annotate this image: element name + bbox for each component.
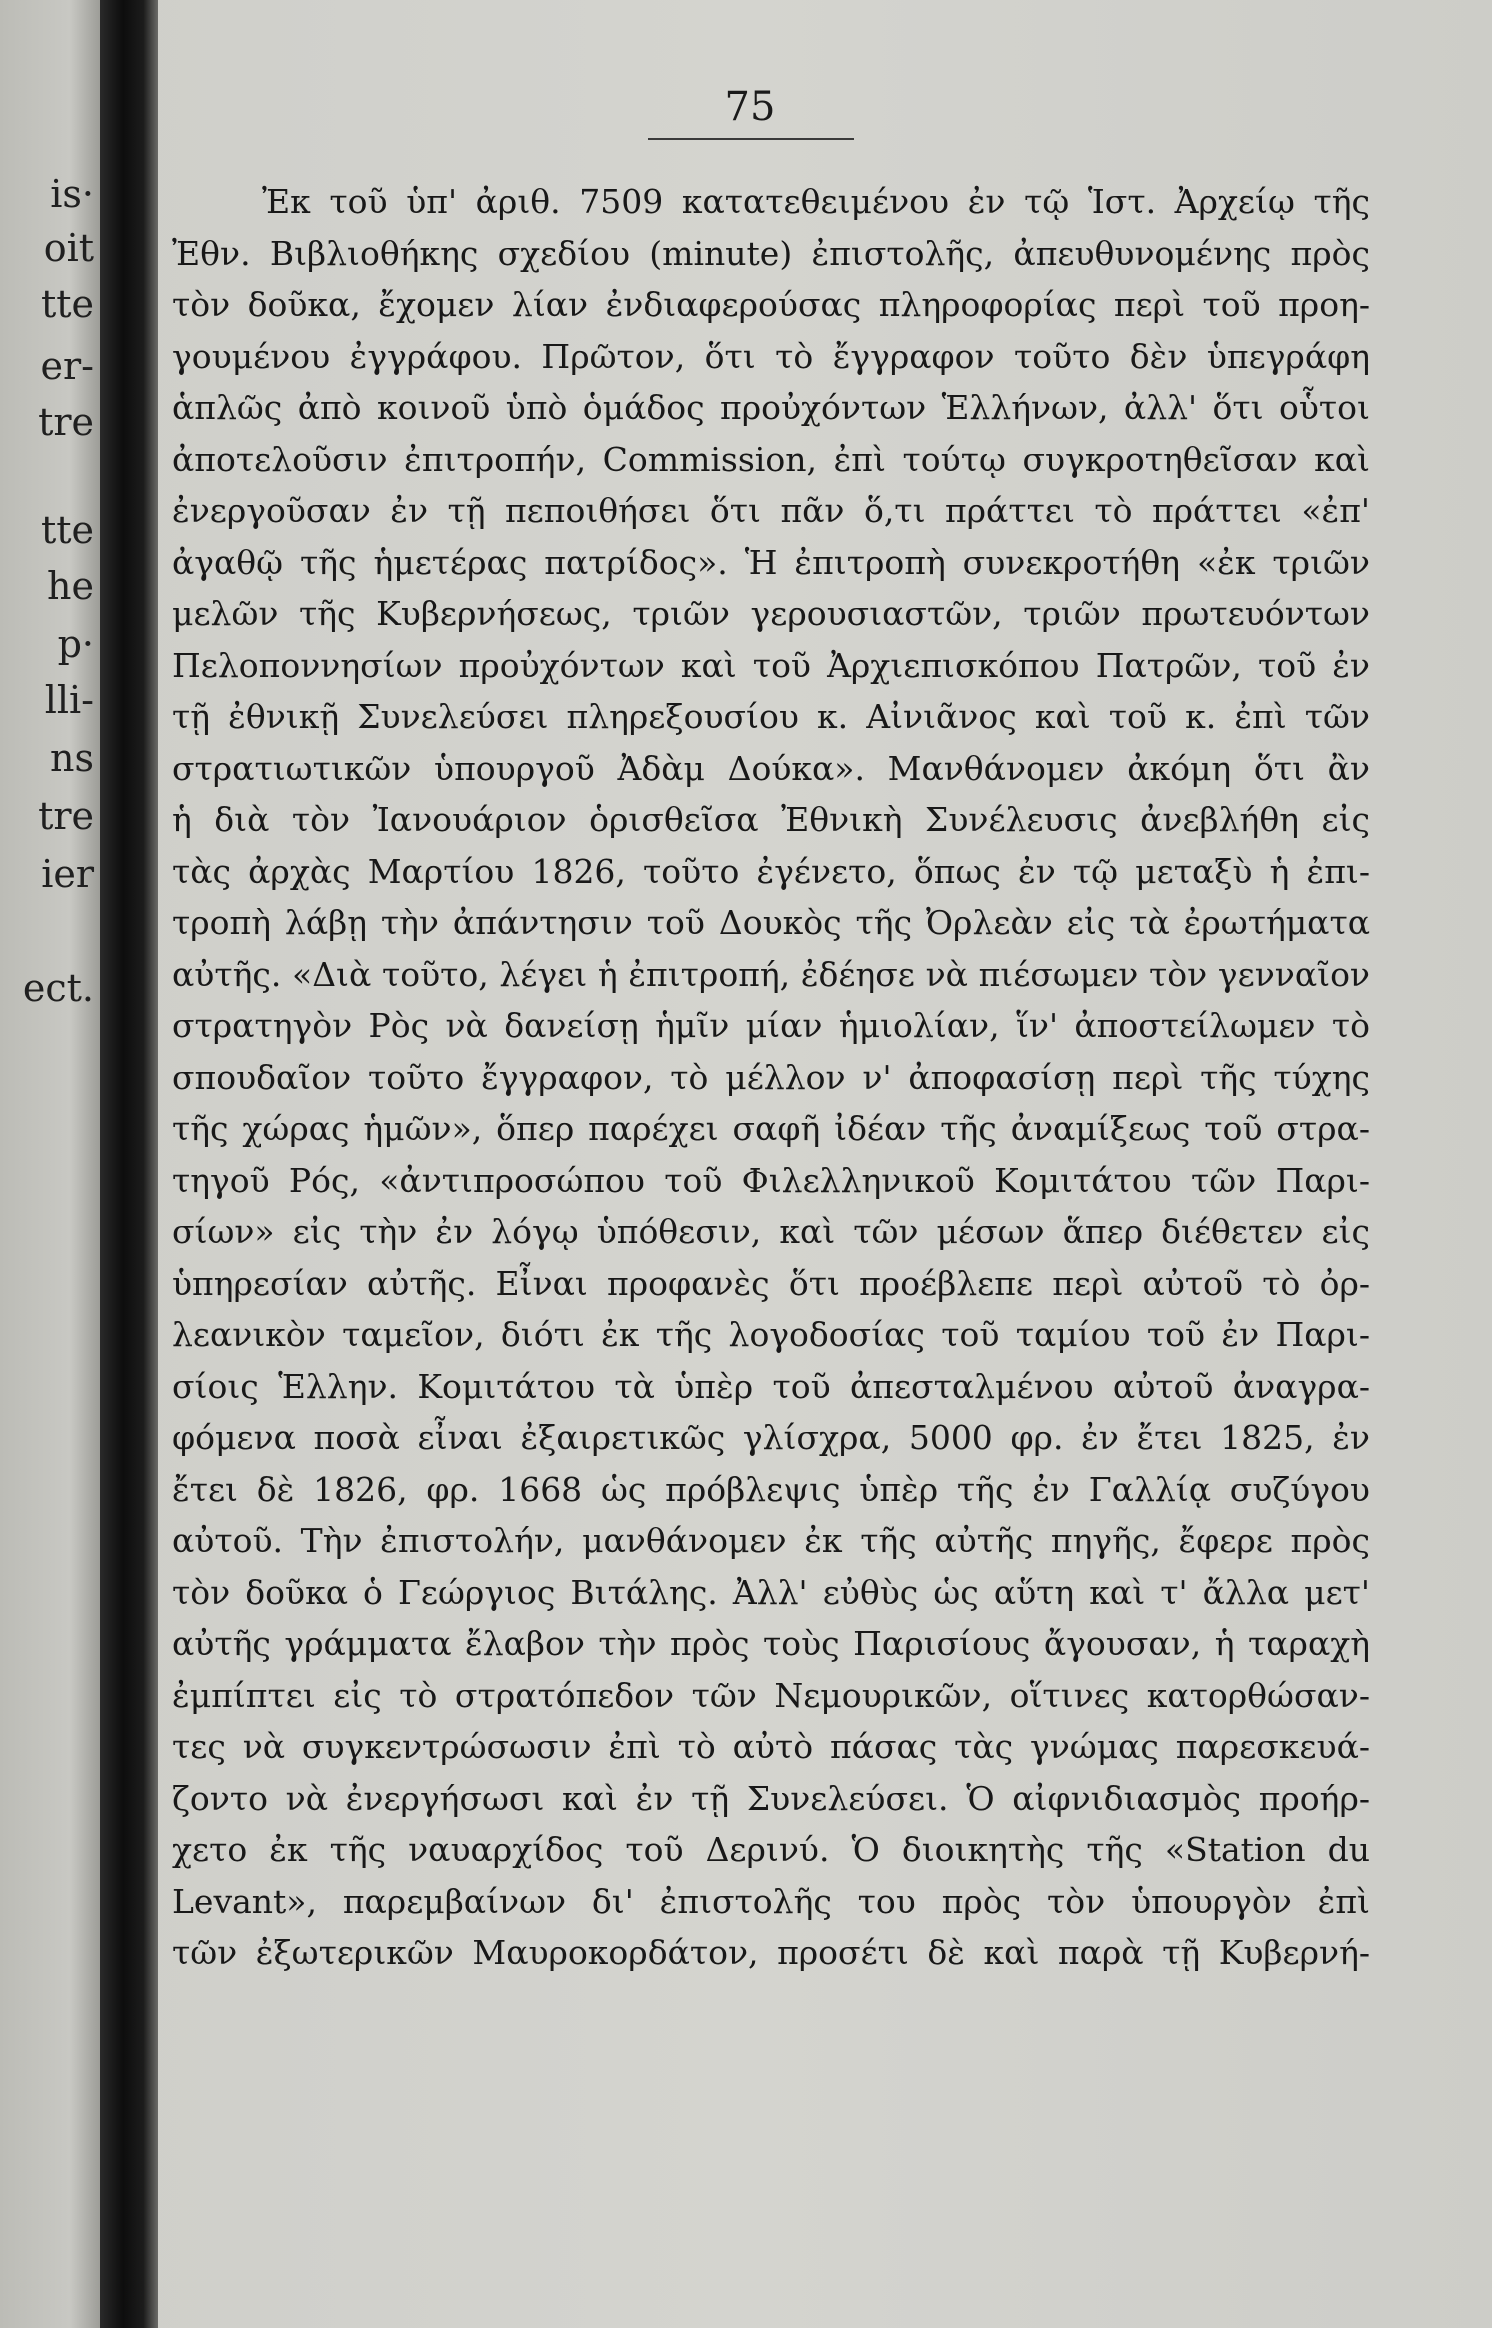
left-page-fragment: ns: [50, 736, 94, 780]
left-page-fragment: tre: [38, 400, 94, 444]
left-page-fragment: lli-: [44, 678, 94, 722]
text-line: ἀγαθῷ τῆς ἡμετέρας πατρίδος». Ἡ ἐπιτροπὴ συνεκροτήθη «ἐκ τριῶν: [172, 542, 1370, 582]
text-line: γουμένου ἐγγράφου. Πρῶτον, ὅτι τὸ ἔγγραφον τοῦτο δὲν ὑπεγράφη: [172, 336, 1370, 376]
left-page-fragment: oit: [43, 226, 94, 270]
text-line: στρατιωτικῶν ὑπουργοῦ Ἀδὰμ Δούκα». Μανθάνομεν ἀκόμη ὅτι ἂν: [172, 748, 1370, 788]
text-line: στρατηγὸν Ρὸς νὰ δανείσῃ ἡμῖν μίαν ἡμιολίαν, ἵν' ἀποστείλωμεν τὸ: [172, 1006, 1370, 1045]
text-line: Ἐθν. Βιβλιοθήκης σχεδίου (minute) ἐπιστολῆς, ἀπευθυνομένης πρὸς: [172, 233, 1370, 273]
left-page-fragment: is·: [50, 172, 94, 216]
text-line: σπουδαῖον τοῦτο ἔγγραφον, τὸ μέλλον ν' ἀποφασίσῃ περὶ τῆς τύχης: [172, 1057, 1370, 1097]
text-line: τῶν ἐξωτερικῶν Μαυροκορδάτον, προσέτι δὲ καὶ παρὰ τῇ Κυβερνή-: [172, 1933, 1370, 1972]
left-page-fragment: tre: [38, 794, 94, 838]
text-line: Πελοποννησίων προὐχόντων καὶ τοῦ Ἀρχιεπισκόπου Πατρῶν, τοῦ ἐν: [172, 645, 1370, 685]
text-line: τροπὴ λάβῃ τὴν ἀπάντησιν τοῦ Δουκὸς τῆς Ὀρλεὰν εἰς τὰ ἐρωτήματα: [172, 903, 1370, 942]
page-number: 75: [724, 84, 776, 130]
left-page-fragment: ect.: [22, 966, 94, 1010]
body-text: [172, 176, 1370, 2306]
text-line: σίων» εἰς τὴν ἐν λόγῳ ὑπόθεσιν, καὶ τῶν μέσων ἅπερ διέθετεν εἰς: [172, 1212, 1370, 1251]
text-line: αὐτῆς. «Διὰ τοῦτο, λέγει ἡ ἐπιτροπή, ἐδέησε νὰ πιέσωμεν τὸν γενναῖον: [172, 954, 1370, 994]
text-line: τὰς ἀρχὰς Μαρτίου 1826, τοῦτο ἐγένετο, ὅπως ἐν τῷ μεταξὺ ἡ ἐπι-: [172, 851, 1370, 891]
text-line: μελῶν τῆς Κυβερνήσεως, τριῶν γερουσιαστῶν, τριῶν πρωτευόντων: [172, 594, 1370, 633]
text-line: ζοντο νὰ ἐνεργήσωσι καὶ ἐν τῇ Συνελεύσει. Ὁ αἰφνιδιασμὸς προήρ-: [172, 1778, 1370, 1818]
text-line: αὐτοῦ. Τὴν ἐπιστολήν, μανθάνομεν ἐκ τῆς αὐτῆς πηγῆς, ἔφερε πρὸς: [172, 1521, 1370, 1560]
text-line: Levant», παρεμβαίνων δι' ἐπιστολῆς του πρὸς τὸν ὑπουργὸν ἐπὶ: [172, 1881, 1370, 1921]
text-line: τῆς χώρας ἡμῶν», ὅπερ παρέχει σαφῆ ἰδέαν τῆς ἀναμίξεως τοῦ στρα-: [172, 1109, 1370, 1148]
left-page-fragment: p·: [57, 622, 94, 666]
text-line: ἡ διὰ τὸν Ἰανουάριον ὁρισθεῖσα Ἐθνικὴ Συνέλευσις ἀνεβλήθη εἰς: [172, 800, 1370, 839]
text-line: ἁπλῶς ἀπὸ κοινοῦ ὑπὸ ὁμάδος προὐχόντων Ἑλλήνων, ἀλλ' ὅτι οὗτοι: [172, 388, 1370, 427]
left-page-fragment: tte: [40, 282, 94, 326]
text-line: ἐμπίπτει εἰς τὸ στρατόπεδον τῶν Νεμουρικῶν, οἵτινες κατορθώσαν-: [172, 1675, 1370, 1715]
text-line: λεανικὸν ταμεῖον, διότι ἐκ τῆς λογοδοσίας τοῦ ταμίου τοῦ ἐν Παρι-: [172, 1315, 1370, 1354]
left-page-edge: [0, 0, 100, 2328]
text-line: ἔτει δὲ 1826, φρ. 1668 ὡς πρόβλεψις ὑπὲρ τῆς ἐν Γαλλίᾳ συζύγου: [172, 1469, 1370, 1509]
left-page-fragment: tte: [40, 508, 94, 552]
text-line: χετο ἐκ τῆς ναυαρχίδος τοῦ Δερινύ. Ὁ διοικητὴς τῆς «Station du: [172, 1830, 1370, 1869]
text-line: αὐτῆς γράμματα ἔλαβον τὴν πρὸς τοὺς Παρισίους ἄγουσαν, ἡ ταραχὴ: [172, 1624, 1370, 1663]
text-line: ἀποτελοῦσιν ἐπιτροπήν, Commission, ἐπὶ τούτῳ συγκροτηθεῖσαν καὶ: [172, 439, 1370, 479]
left-page-fragment: er-: [40, 344, 94, 388]
text-line: τες νὰ συγκεντρώσωσιν ἐπὶ τὸ αὐτὸ πάσας τὰς γνώμας παρεσκευά-: [172, 1727, 1370, 1766]
text-line: τηγοῦ Ρός, «ἀντιπροσώπου τοῦ Φιλελληνικοῦ Κομιτάτου τῶν Παρι-: [172, 1160, 1370, 1200]
text-line: τῇ ἐθνικῇ Συνελεύσει πληρεξουσίου κ. Αἰνιᾶνος καὶ τοῦ κ. ἐπὶ τῶν: [172, 697, 1370, 736]
text-line: Ἐκ τοῦ ὑπ' ἀριθ. 7509 κατατεθειμένου ἐν τῷ Ἱστ. Ἀρχείῳ τῆς: [262, 182, 1370, 221]
text-line: ὑπηρεσίαν αὐτῆς. Εἶναι προφανὲς ὅτι προέβλεπε περὶ αὐτοῦ τὸ ὀρ-: [172, 1263, 1370, 1303]
text-line: σίοις Ἑλλην. Κομιτάτου τὰ ὑπὲρ τοῦ ἀπεσταλμένου αὐτοῦ ἀναγρα-: [172, 1366, 1370, 1406]
text-line: τὸν δοῦκα, ἔχομεν λίαν ἐνδιαφερούσας πληροφορίας περὶ τοῦ προη-: [172, 285, 1370, 324]
header-rule: [648, 138, 854, 140]
left-page-fragment: he: [47, 564, 94, 608]
text-line: φόμενα ποσὰ εἶναι ἐξαιρετικῶς γλίσχρα, 5000 φρ. ἐν ἔτει 1825, ἐν: [172, 1418, 1370, 1457]
text-line: τὸν δοῦκα ὁ Γεώργιος Βιτάλης. Ἀλλ' εὐθὺς ὡς αὕτη καὶ τ' ἄλλα μετ': [172, 1572, 1370, 1612]
text-line: ἐνεργοῦσαν ἐν τῇ πεποιθήσει ὅτι πᾶν ὅ,τι πράττει τὸ πράττει «ἐπ': [172, 491, 1370, 530]
book-spine-shadow: [100, 0, 158, 2328]
left-page-fragment: ier: [41, 852, 94, 896]
